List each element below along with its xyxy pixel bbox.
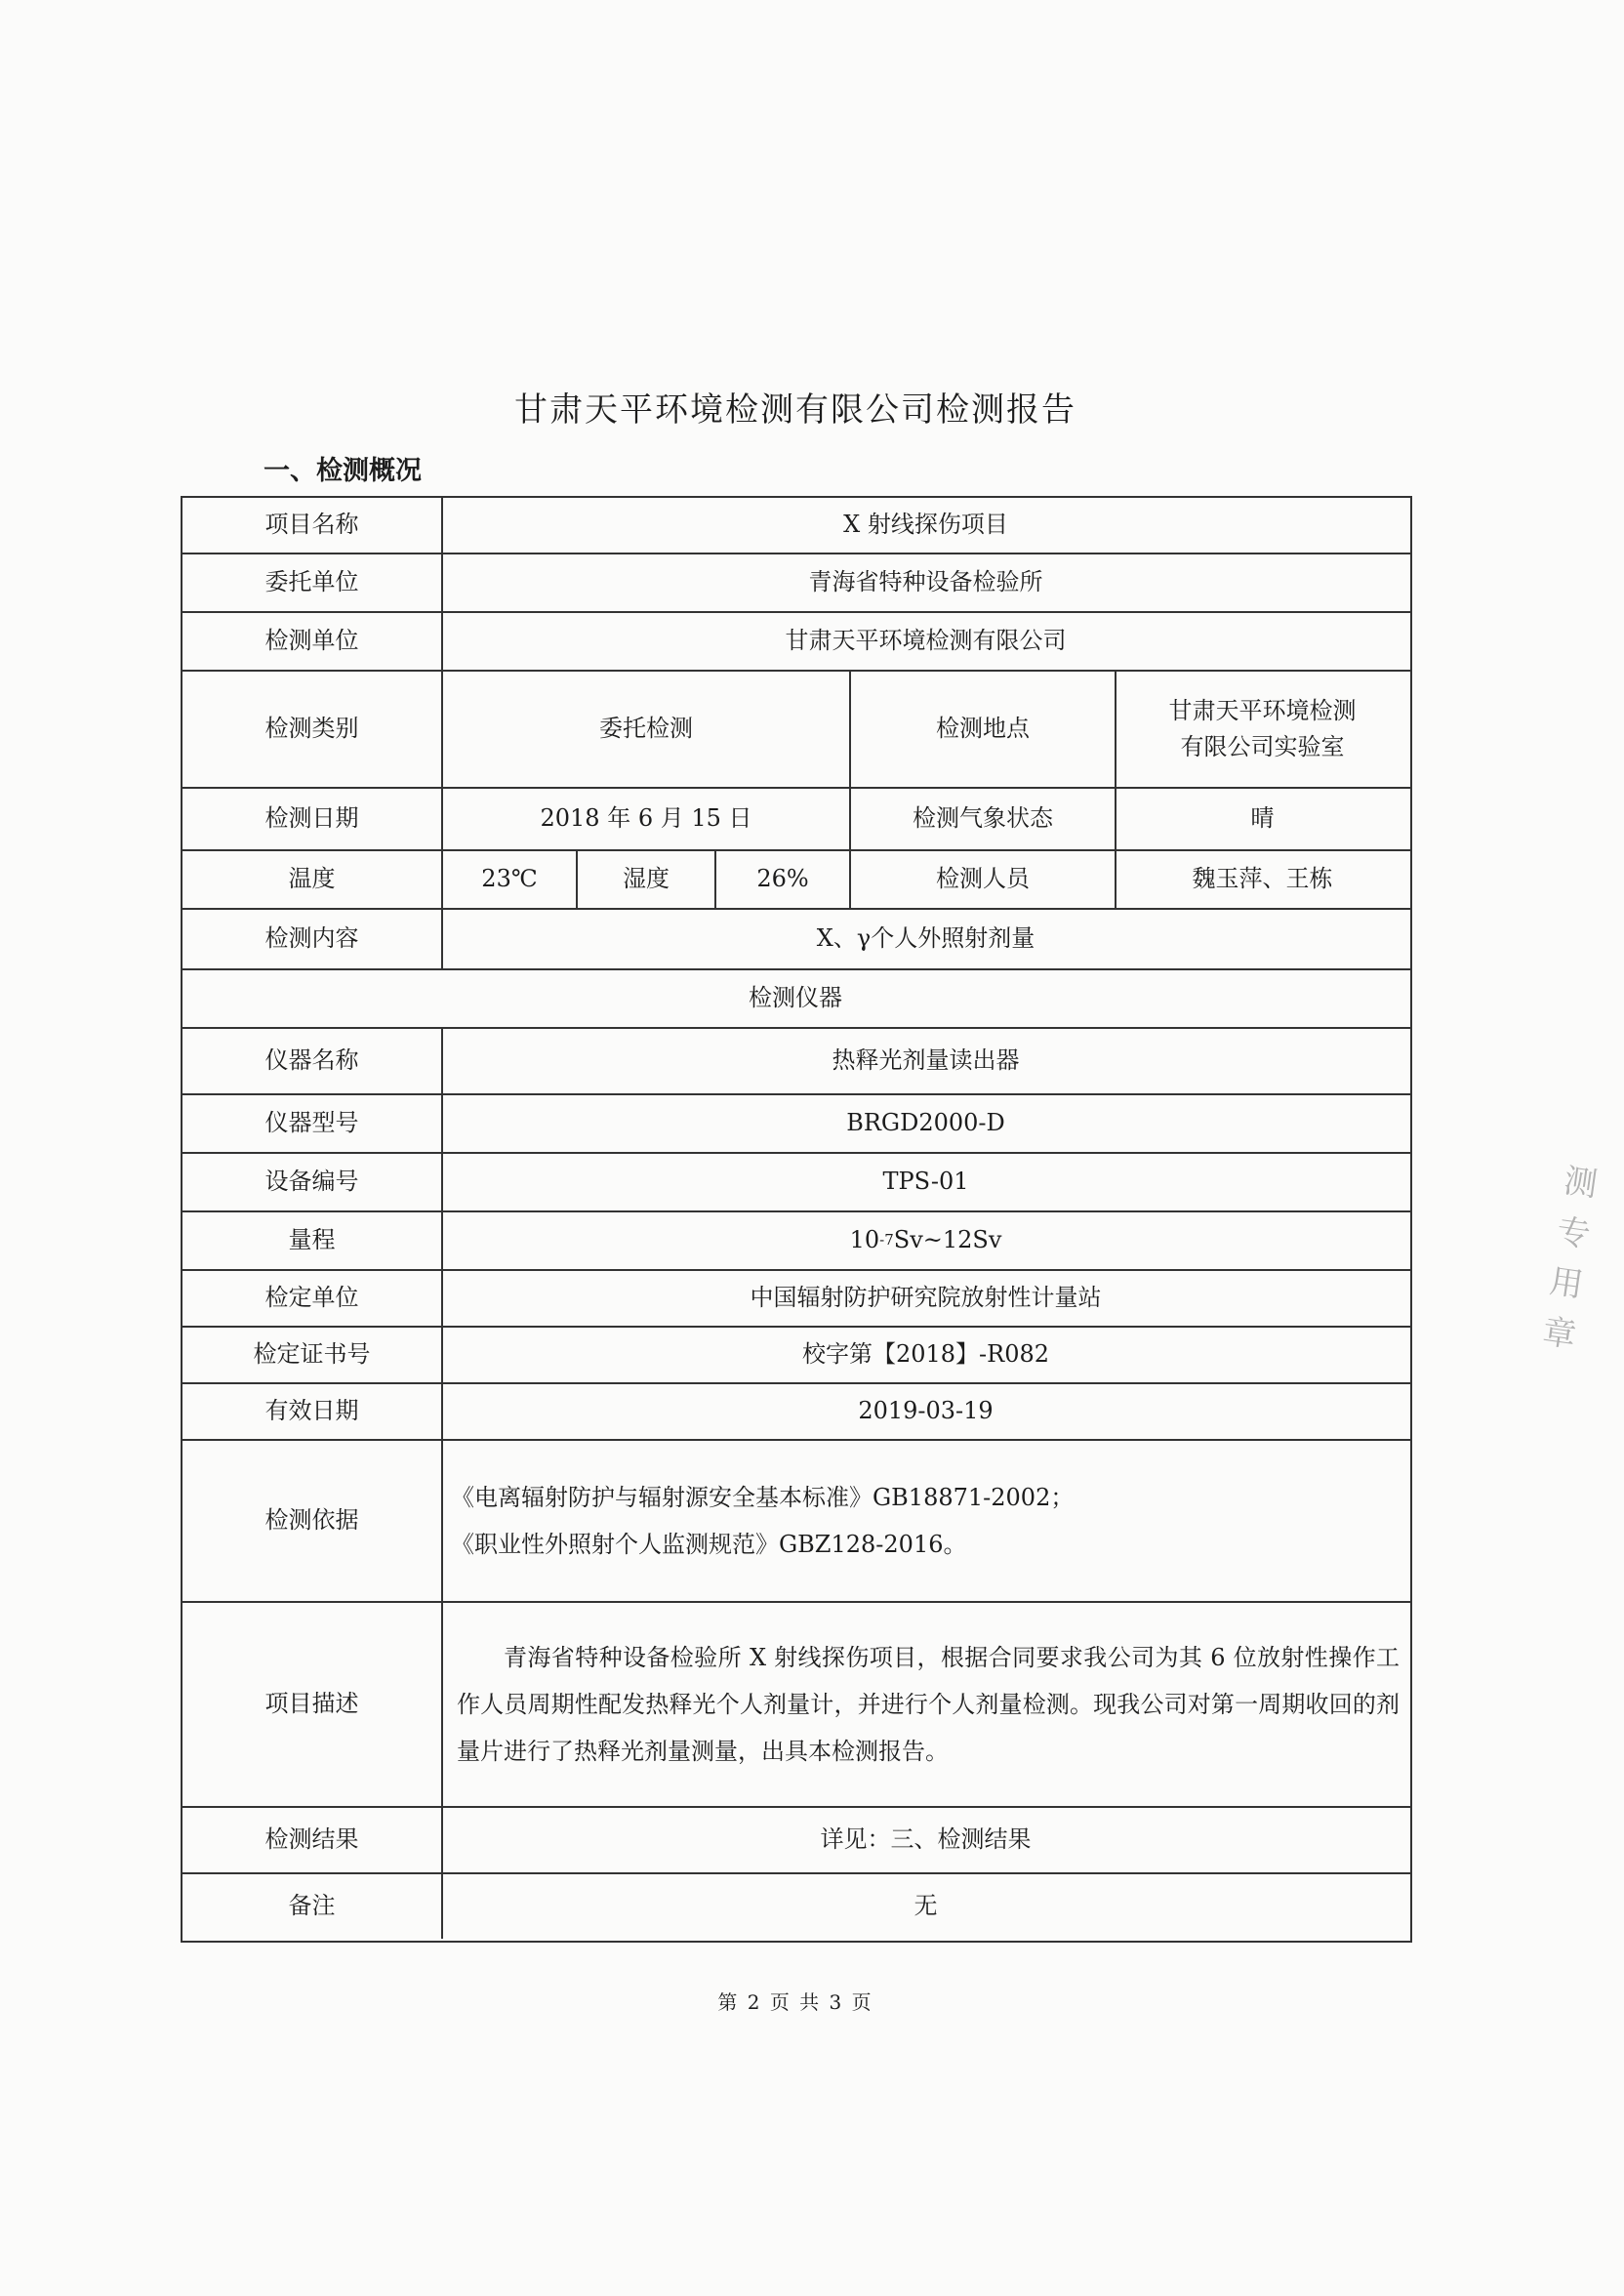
value-content: X、γ个人外照射剂量: [816, 924, 1035, 953]
range-exponent: -7: [879, 1231, 894, 1250]
basis-line1: 《电离辐射防护与辐射源安全基本标准》GB18871-2002；: [451, 1484, 1075, 1511]
label-category: 检测类别: [264, 715, 359, 743]
value-project-name: X 射线探伤项目: [843, 511, 1008, 539]
value-temperature: 23℃: [481, 865, 538, 893]
value-location-line1: 甘肃天平环境检测: [1168, 696, 1357, 724]
label-result: 检测结果: [264, 1825, 359, 1854]
label-valid-date: 有效日期: [264, 1397, 359, 1425]
value-category: 委托检测: [599, 715, 693, 743]
section-heading: 一、检测概况: [264, 456, 422, 486]
value-remarks: 无: [914, 1892, 938, 1920]
value-valid-date: 2019-03-19: [858, 1397, 994, 1425]
range-base: 10: [849, 1226, 880, 1254]
stamp-char: 章: [1540, 1312, 1579, 1356]
label-content: 检测内容: [264, 924, 359, 953]
value-location-line2: 有限公司实验室: [1180, 733, 1345, 760]
value-staff: 魏玉萍、王栋: [1192, 865, 1333, 893]
label-model: 仪器型号: [264, 1109, 359, 1137]
label-location: 检测地点: [936, 715, 1030, 743]
value-testing-unit: 甘肃天平环境检测有限公司: [785, 627, 1067, 655]
value-client: 青海省特种设备检验所: [808, 568, 1043, 596]
instruments-header: 检测仪器: [749, 984, 842, 1012]
value-date: 2018 年 6 月 15 日: [540, 804, 752, 833]
seal-stamp: [1520, 1154, 1613, 1414]
report-title: 甘肃天平环境检测有限公司检测报告: [514, 390, 1076, 430]
value-location: [1116, 672, 1408, 787]
description-text: 青海省特种设备检验所 X 射线探伤项目，根据合同要求我公司为其 6 位放射性操作工作人员周期性配发热释光个人剂量计，并进行个人剂量检测。现我公司对第一周期收回的剂量片进行了热释光剂量测量，出具本检测报告。: [457, 1644, 1400, 1765]
range-rest: Sv~12Sv: [893, 1226, 1002, 1254]
value-result: 详见：三、检测结果: [820, 1825, 1032, 1854]
label-project-name: 项目名称: [264, 511, 359, 539]
label-staff: 检测人员: [936, 865, 1030, 893]
basis-line2: 《职业性外照射个人监测规范》GBZ128-2016。: [451, 1531, 967, 1558]
label-basis: 检测依据: [264, 1506, 359, 1535]
stamp-char: 专: [1554, 1211, 1593, 1255]
label-humidity: 湿度: [623, 865, 670, 893]
stamp-char: 测: [1561, 1161, 1601, 1206]
label-weather: 检测气象状态: [913, 804, 1053, 833]
value-description: [457, 1603, 1400, 1806]
value-instrument-name: 热释光剂量读出器: [832, 1046, 1020, 1075]
label-equipment-no: 设备编号: [264, 1168, 359, 1196]
value-range: [443, 1212, 1408, 1269]
value-humidity: 26%: [756, 865, 809, 893]
stamp-char: 用: [1547, 1261, 1586, 1306]
label-calibration-unit: 检定单位: [264, 1284, 359, 1312]
label-range: 量程: [288, 1226, 336, 1254]
value-certificate-no: 校字第【2018】-R082: [801, 1340, 1050, 1369]
value-equipment-no: TPS-01: [882, 1168, 969, 1196]
value-model: BRGD2000-D: [846, 1109, 1005, 1137]
value-weather: 晴: [1250, 804, 1275, 833]
label-testing-unit: 检测单位: [264, 627, 359, 655]
label-description: 项目描述: [264, 1690, 359, 1718]
label-date: 检测日期: [264, 804, 359, 833]
label-client: 委托单位: [264, 568, 359, 596]
label-temperature: 温度: [288, 865, 336, 893]
label-certificate-no: 检定证书号: [253, 1340, 371, 1369]
value-calibration-unit: 中国辐射防护研究院放射性计量站: [750, 1284, 1102, 1312]
page-footer: 第 2 页 共 3 页: [717, 1990, 873, 2014]
label-instrument-name: 仪器名称: [264, 1046, 359, 1075]
label-remarks: 备注: [288, 1892, 336, 1920]
value-basis: [451, 1441, 1398, 1601]
